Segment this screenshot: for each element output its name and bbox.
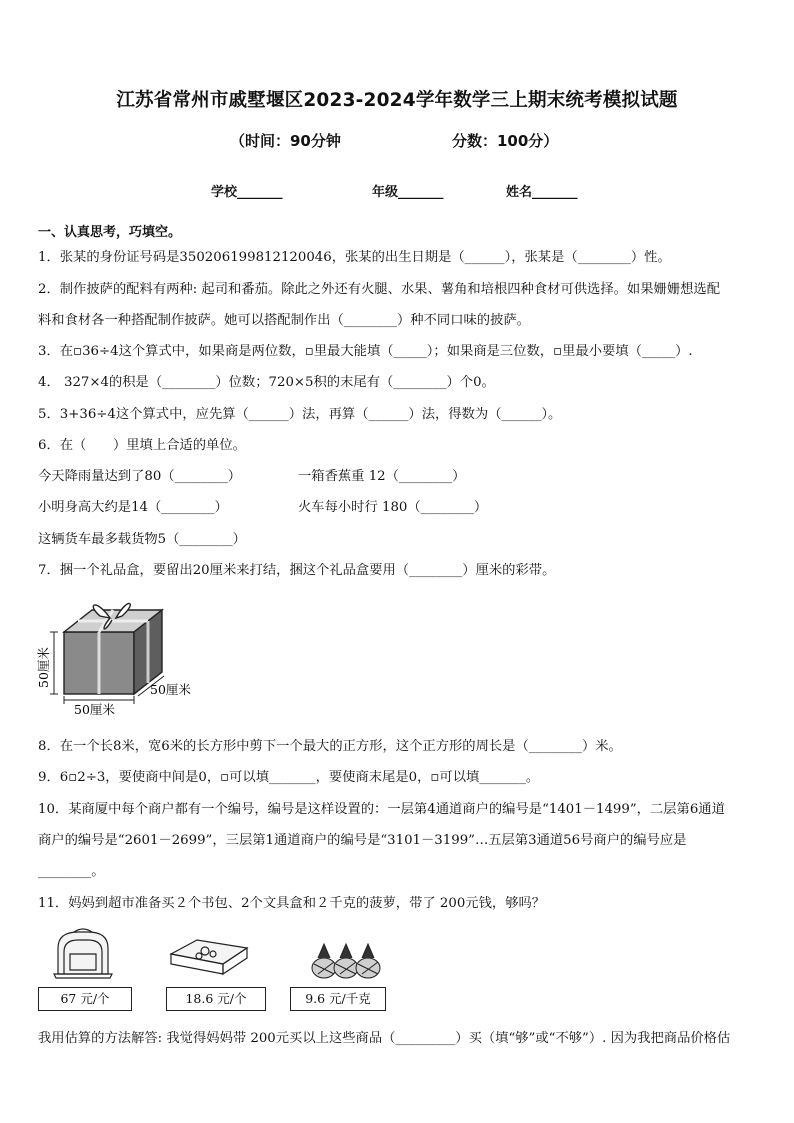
question-10-line-1: 10．某商厦中每个商户都有一个编号，编号是这样设置的：一层第4通道商户的编号是“1401－1499”，二层第6通道 <box>38 802 725 817</box>
backpack-icon <box>48 926 118 980</box>
question-8: 8．在一个长8米，宽6米的长方形中剪下一个最大的正方形，这个正方形的周长是（________）米。 <box>38 739 622 754</box>
price-tag-bag: 67 元/个 <box>38 987 132 1011</box>
width-label: 50厘米 <box>74 702 115 717</box>
question-2-line-2: 料和食材各一种搭配制作披萨。她可以搭配制作出（________）种不同口味的披萨。 <box>38 313 530 328</box>
question-2-line-1: 2．制作披萨的配料有两种: 起司和番茄。除此之外还有火腿、水果、薯角和培根四种食材可供选择。如果姗姗想选配 <box>38 282 721 297</box>
exam-score: 分数：100分） <box>452 132 559 150</box>
pineapple-icon <box>308 942 384 980</box>
question-6-item-e: 这辆货车最多载货物5（________） <box>38 532 246 547</box>
pencil-box-icon <box>167 936 251 980</box>
question-6-item-c: 小明身高大约是14（________） <box>38 500 228 515</box>
height-label: 50厘米 <box>36 647 51 688</box>
exam-time: （时间：90分钟 <box>230 132 341 150</box>
name-field[interactable]: 姓名_______ <box>506 185 578 200</box>
question-11: 11．妈妈到超市准备买２个书包、2个文具盒和２千克的菠萝，带了 200元钱，够吗？ <box>38 896 546 911</box>
question-7: 7．捆一个礼品盒，要留出20厘米来打结，捆这个礼品盒要用（________）厘米的彩带。 <box>38 563 556 578</box>
question-6-item-b: 一箱香蕉重 12（________） <box>298 469 466 484</box>
page-title: 江苏省常州市戚墅堰区2023-2024学年数学三上期末统考模拟试题 <box>116 90 678 111</box>
question-4: 4． 327×4的积是（________）位数；720×5积的末尾有（________）个0。 <box>38 375 495 390</box>
section-heading: 一、认真思考，巧填空。 <box>38 225 182 240</box>
price-tag-pineapple: 9.6 元/千克 <box>290 987 386 1011</box>
school-field[interactable]: 学校_______ <box>211 185 283 200</box>
question-9: 9．6▫2÷3，要使商中间是0，▫可以填_______，要使商末尾是0，▫可以填_______。 <box>38 770 540 785</box>
question-6: 6．在（ ）里填上合适的单位。 <box>38 438 246 453</box>
question-6-item-d: 火车每小时行 180（________） <box>298 500 488 515</box>
grade-field[interactable]: 年级_______ <box>372 185 444 200</box>
question-11-answer: 我用估算的方法解答: 我觉得妈妈带 200元买以上这些商品（_________）买（填“够”或“不够”）. 因为我把商品价格估 <box>38 1031 731 1046</box>
question-10-line-3: ________。 <box>38 864 105 879</box>
question-10-line-2: 商户的编号是“2601－2699”，三层第1通道商户的编号是“3101－3199”…五层第3通道56号商户的编号应是 <box>38 833 687 848</box>
price-tag-pencil-box: 18.6 元/个 <box>166 987 266 1011</box>
gift-box-figure <box>38 590 208 718</box>
depth-label: 50厘米 <box>150 682 191 697</box>
question-6-item-a: 今天降雨量达到了80（________） <box>38 469 242 484</box>
question-3: 3．在▫36÷4这个算式中，如果商是两位数，▫里最大能填（_____）；如果商是三位数，▫里最小要填（_____）. <box>38 344 693 359</box>
question-1: 1．张某的身份证号码是350206199812120046，张某的出生日期是（______），张某是（________）性。 <box>38 250 671 265</box>
question-5: 5．3+36÷4这个算式中，应先算（______）法，再算（______）法，得数为（______）。 <box>38 407 562 422</box>
